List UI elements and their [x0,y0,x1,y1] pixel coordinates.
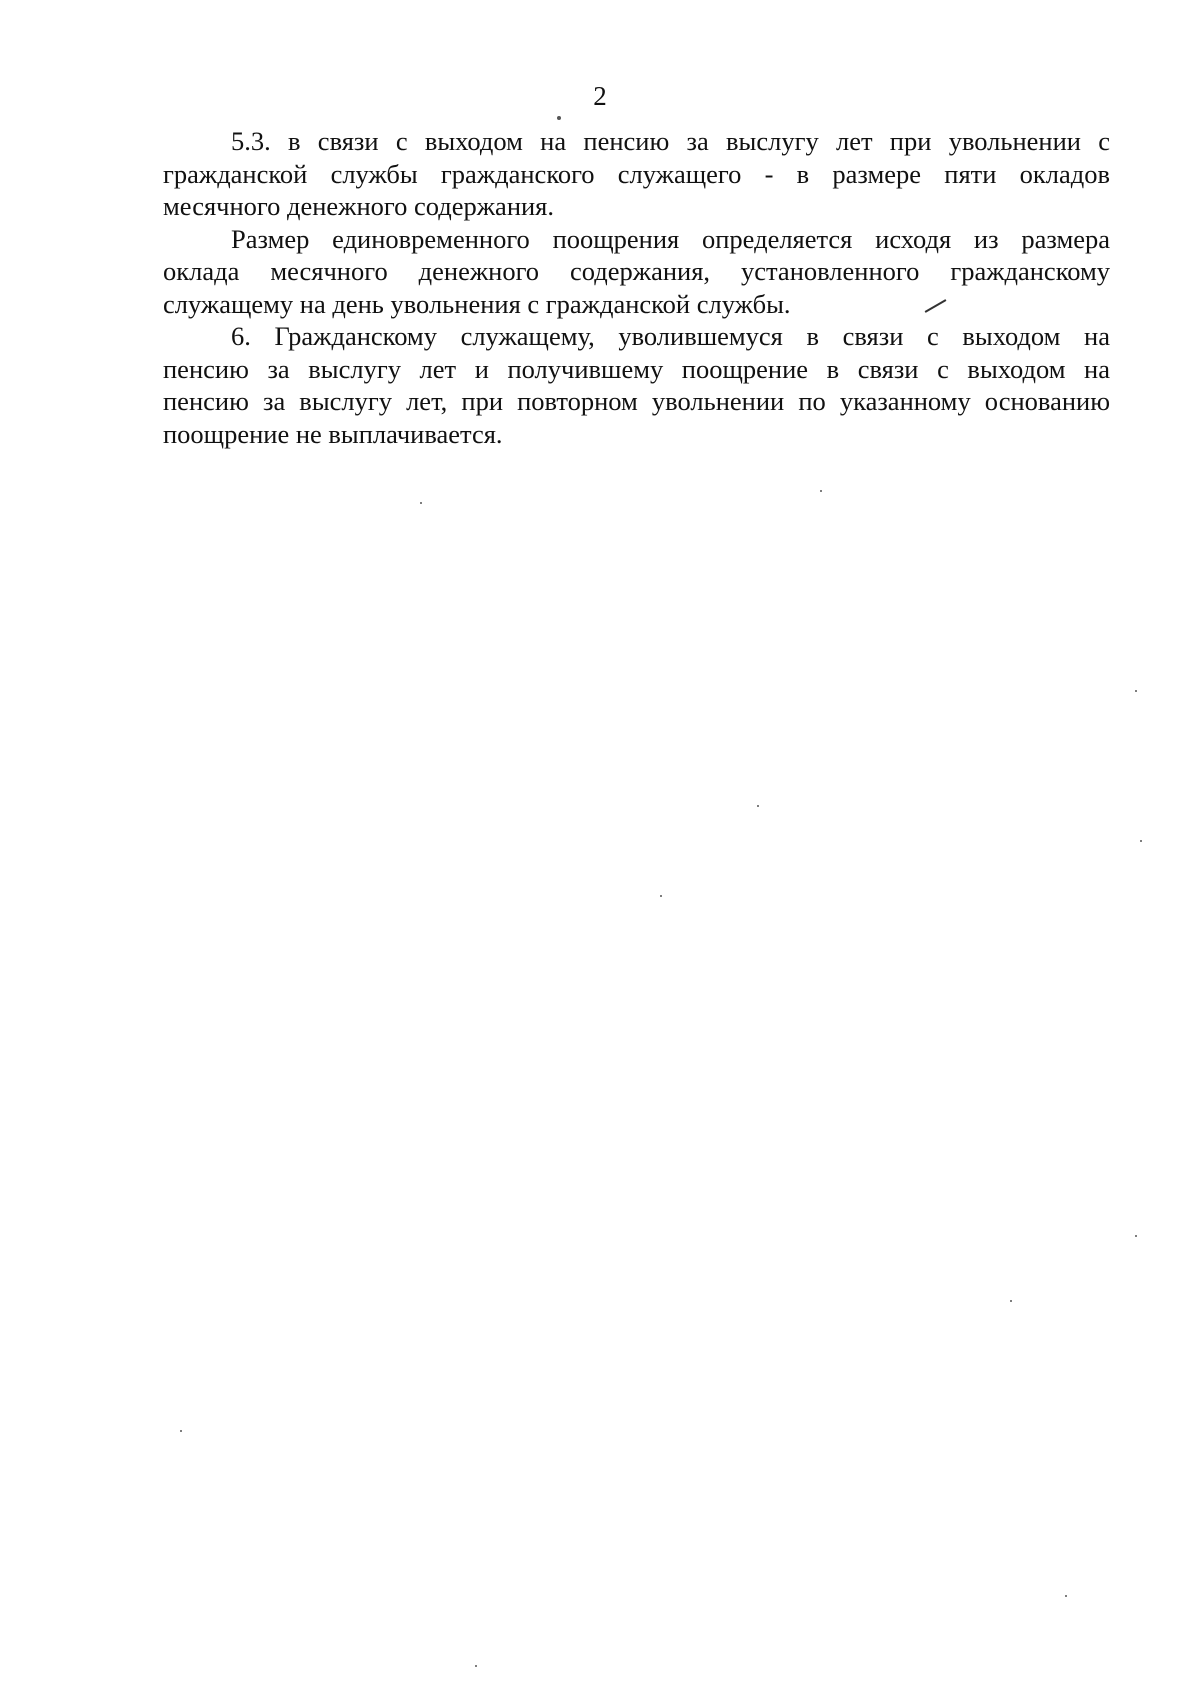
paragraph-amount [163,223,1110,321]
paragraph-line: 5.3. в связи с выходом на пенсию за выслугу лет при увольнении с [231,126,1110,156]
scan-speck [757,805,759,807]
paragraph-line: оклада месячного денежного содержания, установленного гражданскому [163,256,1110,286]
paragraph-line: Размер единовременного поощрения определяется исходя из размера [231,223,1110,254]
paragraph-line: гражданской службы гражданского служащего - в размере пяти окладов [163,158,1110,189]
scan-speck [1010,1300,1012,1302]
document-body [163,125,1110,450]
scan-speck [820,490,822,492]
scan-speck [1140,840,1142,842]
scan-speck [1135,690,1137,692]
paragraph-6 [163,320,1110,450]
paragraph-5-3 [163,125,1110,223]
paragraph-line: пенсию за выслугу лет и получившему поощрение в связи с выходом на [163,353,1110,384]
scan-speck [180,1430,182,1432]
paragraph-line: пенсию за выслугу лет, при повторном увольнении по указанному основанию [163,386,1110,416]
paragraph-line: 6. Гражданскому служащему, уволившемуся в связи с выходом на [231,321,1110,351]
paragraph-line: месячного денежного содержания. [163,191,554,221]
scan-speck [660,895,662,897]
scan-speck [475,1665,477,1667]
paragraph-line: поощрение не выплачивается. [163,418,503,449]
scan-speck [420,502,422,504]
scan-speck [557,116,561,120]
page-number: 2 [593,81,607,111]
paragraph-line: служащему на день увольнения с гражданской службы. [163,288,791,319]
scan-speck [1065,1595,1067,1597]
scan-speck [1135,1235,1137,1237]
